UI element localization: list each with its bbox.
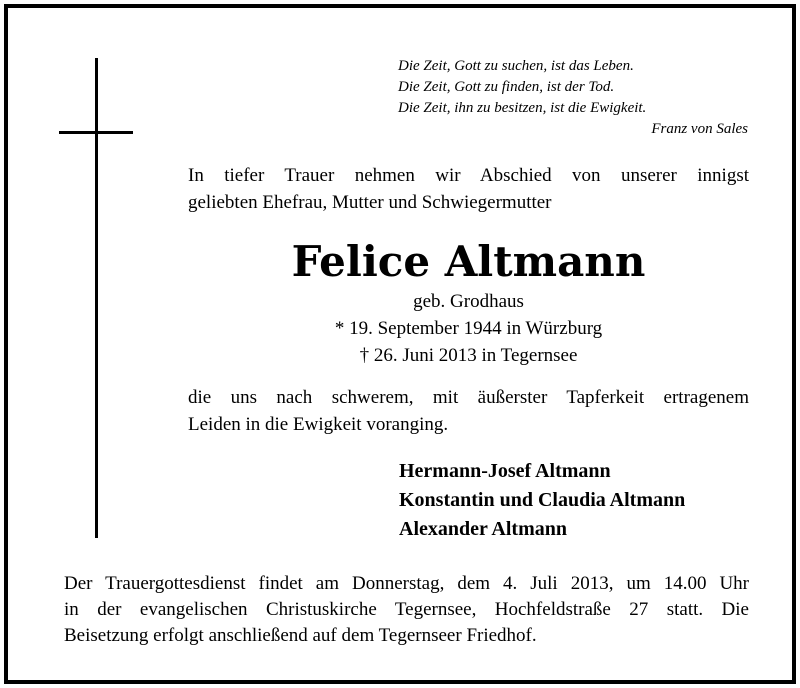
mourners-list (399, 457, 749, 544)
outro-line: Leiden in die Ewigkeit voranging. (188, 414, 449, 435)
quote-block (398, 56, 748, 140)
deceased-name: Felice Altmann (291, 237, 646, 286)
outro-text (188, 384, 749, 438)
mourner-name: Hermann-Josef Altmann (399, 460, 611, 482)
mourner-name: Konstantin und Claudia Altmann (399, 489, 686, 511)
intro-line: In tiefer Trauer nehmen wir Abschied von unserer innigst (188, 165, 749, 186)
mourner-name: Alexander Altmann (399, 518, 567, 540)
outro-line: die uns nach schwerem, mit äußerster Tapferkeit ertragenem (188, 387, 749, 408)
death-date: † 26. Juni 2013 in Tegernsee (359, 345, 578, 366)
quote-author: Franz von Sales (651, 121, 748, 137)
quote-line: Die Zeit, Gott zu suchen, ist das Leben. (398, 58, 634, 74)
obituary-notice (4, 4, 796, 684)
maiden-name: geb. Grodhaus (413, 291, 524, 312)
funeral-line: in der evangelischen Christuskirche Tegernsee, Hochfeldstraße 27 statt. Die (64, 599, 749, 620)
quote-line: Die Zeit, Gott zu finden, ist der Tod. (398, 79, 615, 95)
funeral-info (64, 571, 749, 649)
cross-symbol-vertical (95, 58, 98, 538)
funeral-line: Der Trauergottesdienst findet am Donnerstag, dem 4. Juli 2013, um 14.00 Uhr (64, 573, 749, 594)
quote-line: Die Zeit, ihn zu besitzen, ist die Ewigkeit. (398, 100, 647, 116)
funeral-line: Beisetzung erfolgt anschließend auf dem Tegernseer Friedhof. (64, 625, 537, 646)
intro-text (188, 162, 749, 216)
life-data (188, 288, 749, 369)
birth-date: * 19. September 1944 in Würzburg (334, 318, 603, 339)
intro-line: geliebten Ehefrau, Mutter und Schwiegermutter (188, 192, 552, 213)
cross-symbol-horizontal (59, 131, 133, 134)
